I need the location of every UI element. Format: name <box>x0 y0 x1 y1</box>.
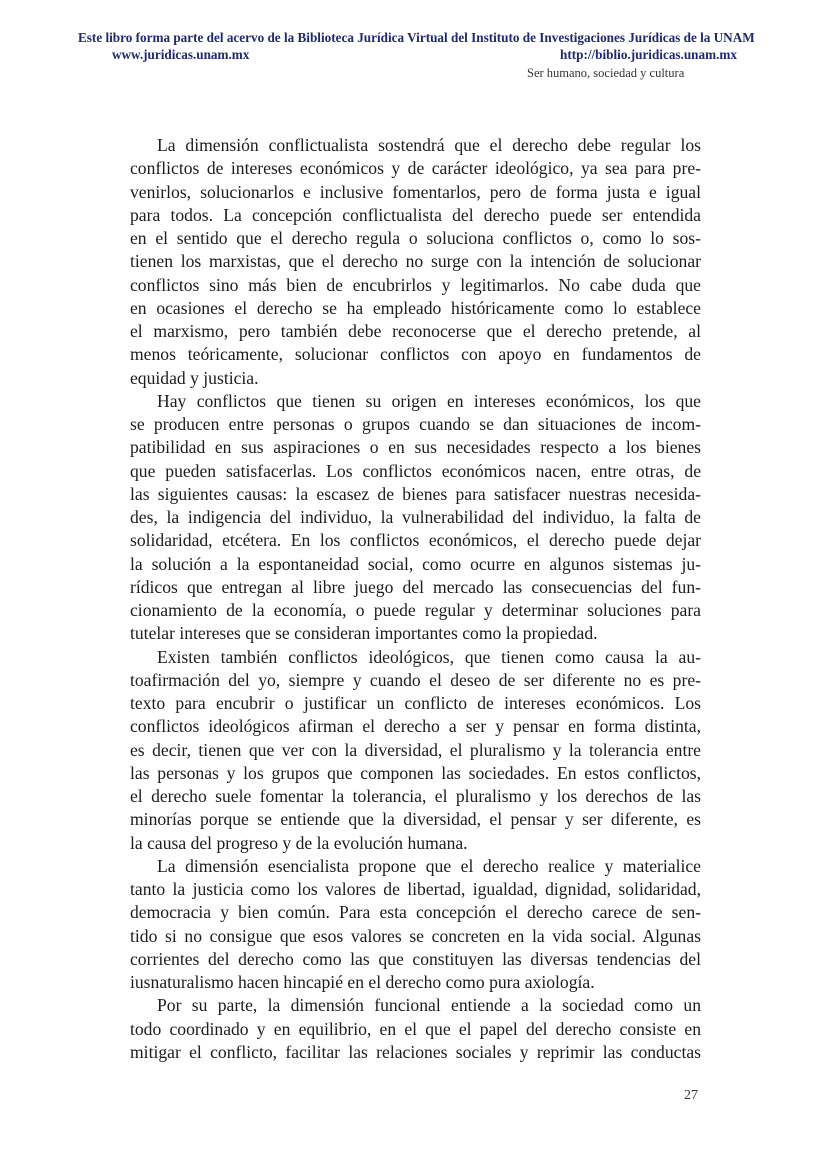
text-line: corrientes del derecho como las que constituyen las diversas tendencias del <box>130 948 701 969</box>
text-line: venirlos, solucionarlos e inclusive fomentarlos, pero de forma justa e igual <box>130 181 701 202</box>
text-line: tutelar intereses que se consideran importantes como la propiedad. <box>130 623 598 644</box>
running-head: Ser humano, sociedad y cultura <box>527 66 685 80</box>
text-line: conflictos sino más bien de encubrirlos y legitimarlos. No cabe duda que <box>130 274 701 295</box>
text-line: texto para encubrir o justificar un conflicto de intereses económicos. Los <box>130 693 701 713</box>
text-line: es decir, tienen que ver con la diversidad, el pluralismo y la tolerancia entre <box>130 739 701 760</box>
text-line: patibilidad en sus aspiraciones o en sus necesidades respecto a los bienes <box>130 437 701 458</box>
paragraph <box>130 646 701 855</box>
text-line: rídicos que entregan al libre juego del mercado las consecuencias del fun- <box>130 576 701 597</box>
text-line: la solución a la espontaneidad social, como ocurre en algunos sistemas ju- <box>130 553 701 574</box>
page-number: 27 <box>684 1088 698 1103</box>
text-line: Por su parte, la dimensión funcional entiende a la sociedad como un <box>157 995 701 1016</box>
text-line: la causa del progreso y de la evolución humana. <box>130 832 468 853</box>
text-line: La dimensión esencialista propone que el derecho realice y materialice <box>157 855 701 876</box>
text-line: minorías porque se entiende que la diversidad, el pensar y ser diferente, es <box>130 809 701 830</box>
text-line: solidaridad, etcétera. En los conflictos económicos, el derecho puede dejar <box>130 530 701 551</box>
paragraph <box>130 134 701 390</box>
text-line: el derecho suele fomentar la tolerancia, el pluralismo y los derechos de las <box>130 786 701 806</box>
text-line: tanto la justicia como los valores de libertad, igualdad, dignidad, solidaridad, <box>130 879 701 899</box>
text-line: las siguientes causas: la escasez de bienes para satisfacer nuestras necesida- <box>130 483 701 504</box>
text-line: equidad y justicia. <box>130 367 259 388</box>
text-line: que pueden satisfacerlas. Los conflictos económicos nacen, entre otras, de <box>130 460 701 481</box>
text-line: en ocasiones el derecho se ha empleado históricamente como lo establece <box>130 297 701 318</box>
text-line: La dimensión conflictualista sostendrá que el derecho debe regular los <box>157 135 701 155</box>
text-line: para todos. La concepción conflictualista del derecho puede ser entendida <box>130 204 701 225</box>
text-line: las personas y los grupos que componen las sociedades. En estos conflictos, <box>130 762 701 783</box>
text-line: mitigar el conflicto, facilitar las relaciones sociales y reprimir las conductas <box>130 1041 701 1062</box>
text-line: des, la indigencia del individuo, la vulnerabilidad del individuo, la falta de <box>130 507 701 527</box>
paragraph <box>130 390 701 646</box>
text-line: tienen los marxistas, que el derecho no surge con la intención de solucionar <box>130 251 701 272</box>
library-notice: Este libro forma parte del acervo de la Biblioteca Jurídica Virtual del Instituto de Investigaciones Jurídicas de la UNAM <box>78 30 755 45</box>
text-line: Hay conflictos que tienen su origen en intereses económicos, los que <box>157 390 701 411</box>
juridicas-link[interactable]: www.juridicas.unam.mx <box>112 47 250 62</box>
text-line: democracia y bien común. Para esta concepción el derecho carece de sen- <box>130 902 701 923</box>
paragraph <box>130 855 701 995</box>
text-line: cionamiento de la economía, o puede regular y determinar soluciones para <box>130 600 701 620</box>
text-line: menos teóricamente, solucionar conflictos con apoyo en fundamentos de <box>130 344 701 365</box>
text-line: conflictos de intereses económicos y de carácter ideológico, ya sea para pre- <box>130 158 701 179</box>
text-line: en el sentido que el derecho regula o soluciona conflictos o, como lo sos- <box>130 228 701 248</box>
text-line: iusnaturalismo hacen hincapié en el derecho como pura axiología. <box>130 972 595 992</box>
text-line: toafirmación del yo, siempre y cuando el deseo de ser diferente no es pre- <box>130 669 701 690</box>
paragraph <box>130 994 701 1064</box>
text-line: el marxismo, pero también debe reconocerse que el derecho pretende, al <box>130 321 701 341</box>
text-line: Existen también conflictos ideológicos, que tienen como causa la au- <box>157 646 701 667</box>
text-line: conflictos ideológicos afirman el derecho a ser y pensar en forma distinta, <box>130 716 701 737</box>
text-line: tido si no consigue que esos valores se concreten en la vida social. Algunas <box>130 925 701 946</box>
text-line: todo coordinado y en equilibrio, en el que el papel del derecho consiste en <box>130 1018 701 1039</box>
biblio-link[interactable]: http://biblio.juridicas.unam.mx <box>560 47 737 62</box>
text-line: se producen entre personas o grupos cuando se dan situaciones de incom- <box>130 414 701 434</box>
body-text <box>130 134 701 1064</box>
